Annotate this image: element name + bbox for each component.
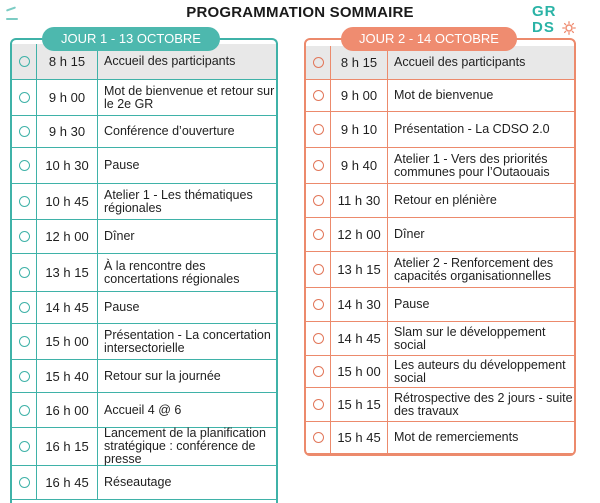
schedule-row (306, 252, 574, 288)
checkbox-cell (12, 292, 36, 323)
grds-logo (530, 3, 596, 39)
activity-cell: Slam sur le développement social (394, 324, 546, 352)
time-cell: 10 h 30 (36, 148, 98, 183)
circle-checkbox-icon[interactable] (313, 399, 324, 410)
checkbox-cell (306, 218, 330, 251)
checkbox-cell (306, 80, 330, 111)
time-cell: 14 h 30 (330, 288, 388, 321)
circle-checkbox-icon[interactable] (313, 195, 324, 206)
time-cell: 10 h 45 (36, 184, 98, 219)
time-cell: 8 h 15 (330, 46, 388, 79)
checkbox-cell (306, 46, 330, 79)
decorative-dash (6, 18, 18, 20)
logo-text-line1: GR (532, 3, 557, 20)
time-cell: 15 h 00 (330, 356, 388, 387)
schedule-row (306, 388, 574, 422)
circle-checkbox-icon[interactable] (313, 264, 324, 275)
activity-cell: Accueil des participants (394, 55, 526, 69)
time-cell: 11 h 30 (330, 184, 388, 217)
schedule-row (12, 184, 276, 220)
activity-cell: Pause (394, 297, 430, 311)
checkbox-cell (306, 388, 330, 421)
activity-cell: Pause (104, 300, 140, 314)
logo-text-line2: DS (532, 19, 555, 36)
time-cell: 14 h 45 (36, 292, 98, 323)
checkbox-cell (12, 220, 36, 253)
activity-cell: Mot de bienvenue et retour sur le 2e GR (104, 83, 275, 111)
circle-checkbox-icon[interactable] (313, 333, 324, 344)
checkbox-cell (12, 360, 36, 392)
checkbox-cell (306, 112, 330, 147)
time-cell: 9 h 00 (36, 80, 98, 115)
page-title: PROGRAMMATION SOMMAIRE (186, 4, 414, 21)
circle-checkbox-icon[interactable] (313, 90, 324, 101)
activity-cell: Lancement de la planification stratégique : conférence de presse (104, 426, 266, 466)
schedule-row (12, 428, 276, 466)
activity-cell: Réseautage (104, 475, 172, 489)
schedule-row (306, 148, 574, 184)
schedule-row (306, 112, 574, 148)
circle-checkbox-icon[interactable] (313, 57, 324, 68)
circle-checkbox-icon[interactable] (19, 231, 30, 242)
circle-checkbox-icon[interactable] (19, 267, 30, 278)
time-cell: 9 h 10 (330, 112, 388, 147)
schedule-row (306, 322, 574, 356)
circle-checkbox-icon[interactable] (19, 477, 30, 488)
circle-checkbox-icon[interactable] (19, 56, 30, 67)
activity-cell: Accueil 4 @ 6 (104, 402, 182, 417)
activity-cell: Mot de bienvenue (394, 88, 494, 102)
time-cell: 8 h 15 (36, 44, 98, 79)
activity-cell: Mot de remerciements (394, 430, 519, 444)
checkbox-cell (306, 148, 330, 183)
checkbox-cell (306, 184, 330, 217)
time-cell: 15 h 15 (330, 388, 388, 421)
activity-cell: Les auteurs du développement social (394, 357, 566, 385)
circle-checkbox-icon[interactable] (19, 126, 30, 137)
circle-checkbox-icon[interactable] (313, 124, 324, 135)
day2-header-pill: JOUR 2 - 14 OCTOBRE (341, 27, 517, 51)
checkbox-cell (12, 324, 36, 359)
checkbox-cell (306, 356, 330, 387)
day2-schedule-table (304, 38, 576, 456)
time-cell: 12 h 00 (330, 218, 388, 251)
schedule-row (12, 292, 276, 324)
activity-cell: Atelier 2 - Renforcement des capacités organisationnelles (394, 255, 554, 283)
sun-icon (562, 21, 576, 35)
schedule-row (12, 393, 276, 428)
activity-cell: Conférence d’ouverture (104, 124, 235, 138)
activity-cell: Retour sur la journée (104, 368, 221, 383)
circle-checkbox-icon[interactable] (19, 160, 30, 171)
circle-checkbox-icon[interactable] (313, 432, 324, 443)
checkbox-cell (306, 252, 330, 287)
circle-checkbox-icon[interactable] (19, 441, 30, 452)
circle-checkbox-icon[interactable] (19, 405, 30, 416)
activity-cell: Présentation - La CDSO 2.0 (394, 122, 550, 136)
circle-checkbox-icon[interactable] (313, 229, 324, 240)
schedule-row (306, 356, 574, 388)
activity-cell: À la rencontre des concertations régionales (104, 258, 240, 286)
circle-checkbox-icon[interactable] (19, 302, 30, 313)
time-cell: 16 h 15 (36, 428, 98, 465)
time-cell: 14 h 45 (330, 322, 388, 355)
checkbox-cell (12, 393, 36, 427)
checkbox-cell (12, 184, 36, 219)
activity-cell: Atelier 1 - Les thématiques régionales (104, 187, 253, 215)
schedule-row (12, 360, 276, 393)
schedule-row (306, 218, 574, 252)
checkbox-cell (306, 288, 330, 321)
checkbox-cell (12, 44, 36, 79)
day1-schedule-table (10, 38, 278, 503)
activity-cell: Accueil des participants (104, 54, 236, 68)
activity-cell: Atelier 1 - Vers des priorités communes pour l’Outaouais (394, 151, 550, 179)
circle-checkbox-icon[interactable] (313, 299, 324, 310)
time-cell: 15 h 45 (330, 422, 388, 453)
schedule-row (306, 184, 574, 218)
time-cell: 13 h 15 (36, 254, 98, 291)
checkbox-cell (12, 80, 36, 115)
schedule-row (12, 148, 276, 184)
circle-checkbox-icon[interactable] (19, 92, 30, 103)
checkbox-cell (12, 116, 36, 147)
schedule-row (12, 466, 276, 500)
time-cell: 9 h 30 (36, 116, 98, 147)
time-cell: 9 h 00 (330, 80, 388, 111)
checkbox-cell (306, 322, 330, 355)
circle-checkbox-icon[interactable] (19, 336, 30, 347)
checkbox-cell (12, 428, 36, 465)
activity-cell: Rétrospective des 2 jours - suite des travaux (394, 390, 573, 418)
time-cell: 16 h 45 (36, 466, 98, 499)
checkbox-cell (12, 254, 36, 291)
checkbox-cell (12, 466, 36, 499)
schedule-row (12, 254, 276, 292)
time-cell: 15 h 00 (36, 324, 98, 359)
time-cell: 12 h 00 (36, 220, 98, 253)
schedule-row (12, 80, 276, 116)
time-cell: 9 h 40 (330, 148, 388, 183)
checkbox-cell (306, 422, 330, 453)
schedule-row (12, 324, 276, 360)
circle-checkbox-icon[interactable] (19, 196, 30, 207)
schedule-row (306, 46, 574, 80)
time-cell: 13 h 15 (330, 252, 388, 287)
schedule-row (306, 288, 574, 322)
circle-checkbox-icon[interactable] (313, 160, 324, 171)
activity-cell: Présentation - La concertation intersectorielle (104, 327, 271, 355)
activity-cell: Retour en plénière (394, 193, 497, 207)
circle-checkbox-icon[interactable] (313, 366, 324, 377)
schedule-row (306, 80, 574, 112)
time-cell: 15 h 40 (36, 360, 98, 392)
day1-header-pill: JOUR 1 - 13 OCTOBRE (42, 27, 220, 51)
activity-cell: Dîner (104, 229, 135, 243)
activity-cell: Dîner (394, 227, 425, 241)
checkbox-cell (12, 148, 36, 183)
schedule-row (306, 422, 574, 454)
schedule-row (12, 220, 276, 254)
activity-cell: Pause (104, 158, 140, 172)
time-cell: 16 h 00 (36, 393, 98, 427)
circle-checkbox-icon[interactable] (19, 371, 30, 382)
schedule-row (12, 116, 276, 148)
